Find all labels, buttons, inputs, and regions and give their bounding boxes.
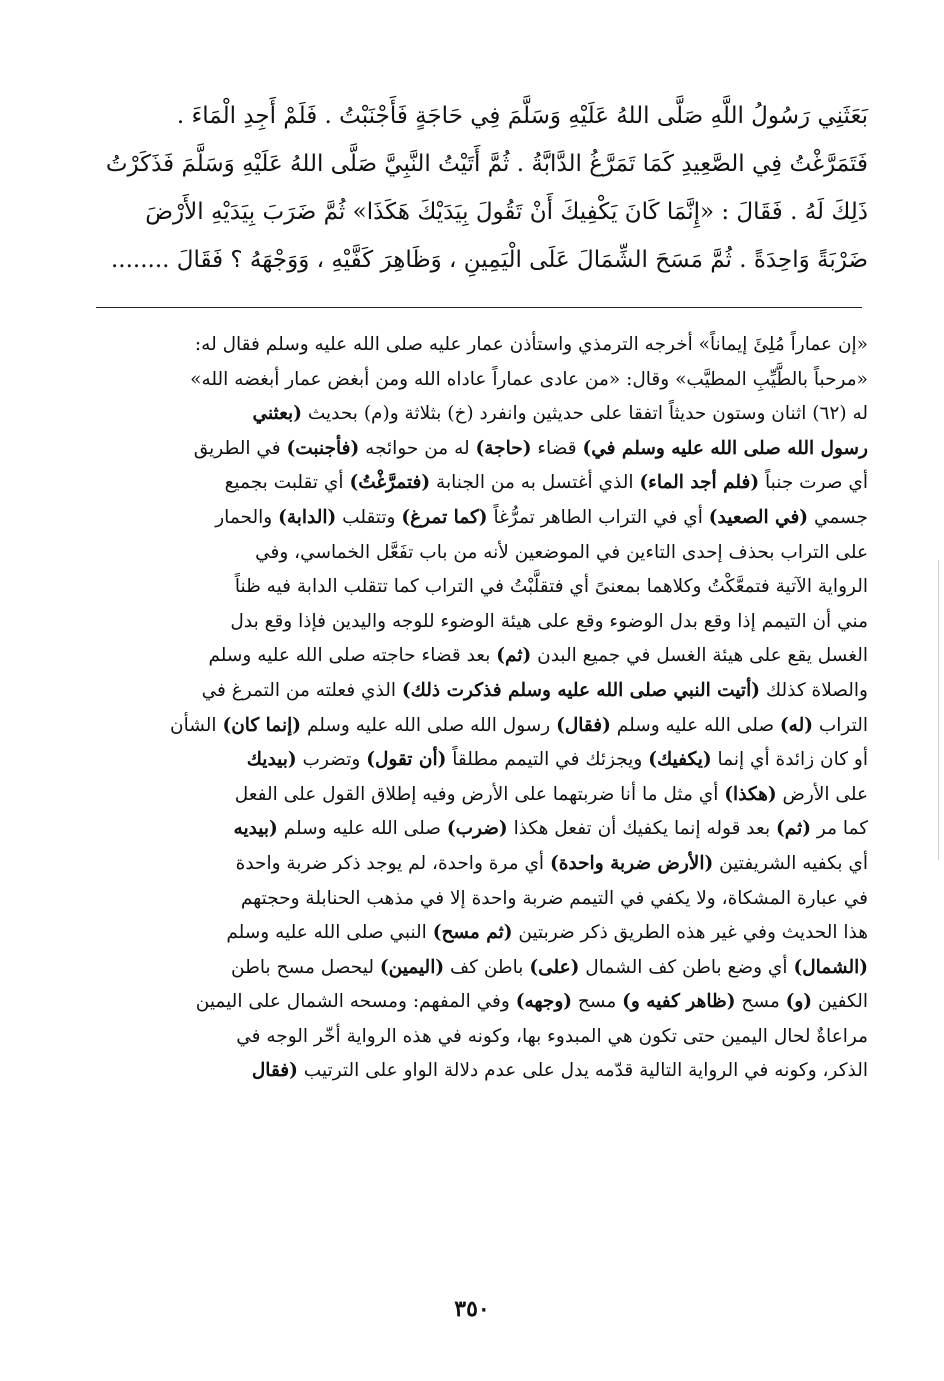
quoted-term: رسول الله صلى الله عليه وسلم في)	[582, 437, 868, 459]
quoted-term: (هكذا)	[724, 783, 777, 805]
commentary-line	[90, 743, 868, 778]
quoted-term: (فتمرَّغْتُ)	[349, 472, 431, 494]
commentary-segment: مسح	[577, 991, 617, 1013]
quoted-term: (في الصعيد)	[708, 506, 809, 528]
commentary-line	[90, 397, 868, 432]
hadith-line: ضَرْبَةً وَاحِدَةً . ثُمَّ مَسَحَ الشِّمَالَ عَلَى الْيَمِينِ ، وَظَاهِرَ كَفَّيْهِ ، وَوَجْهَهُ ؟ فَقَالَ ........	[110, 247, 868, 273]
commentary-segment: أي بكفيه الشريفتين	[719, 852, 868, 874]
commentary-line: مراعاةٌ لحال اليمين حتى تكون هي المبدوء بها، وكونه في هذه الرواية أخّر الوجه في	[236, 1025, 868, 1047]
commentary-segment: في الطريق	[193, 437, 281, 459]
commentary-segment: له من حوائجه	[365, 437, 470, 459]
quoted-term: (اليمين)	[379, 956, 445, 978]
commentary-segment: التراب	[818, 714, 868, 736]
commentary-segment: الذي أغتسل به من الجنابة	[436, 472, 634, 494]
commentary-line: في عبارة المشكاة، ولا يكفي في التيمم ضربة واحدة إلا في مذهب الحنابلة وحجتهم	[240, 887, 868, 909]
commentary-segment: الذي فعلته من التمرغ في	[201, 679, 397, 701]
commentary-line	[90, 951, 868, 986]
commentary-segment: وفي المفهم: ومسحه الشمال على اليمين	[195, 991, 510, 1013]
commentary-segment: على الأرض	[782, 783, 868, 805]
commentary-segment: أي صرت جنباً	[765, 472, 868, 494]
commentary-segment: كما مر	[816, 818, 868, 840]
commentary-line	[90, 778, 868, 813]
quoted-term: (فقال	[251, 1060, 298, 1082]
commentary-line: «إن عماراً مُلِئَ إيماناً» أخرجه الترمذي واستأذن عمار عليه صلى الله عليه وسلم فقال له:	[194, 334, 868, 355]
commentary-segment: ليحصل مسح باطن	[231, 956, 374, 978]
commentary-line	[90, 812, 868, 847]
quoted-term: (بيديه	[233, 818, 278, 840]
quoted-term: (ظاهر كفيه و)	[622, 991, 736, 1013]
quoted-term: (حاجة)	[475, 437, 532, 459]
commentary-line: «مرحباً بالطَّيِّبِ المطيَّب» وقال: «من عادى عماراً عاداه الله ومن أبغض عمار أبغضه الله»	[190, 368, 868, 390]
quoted-term: (ثم مسح)	[432, 922, 513, 944]
quoted-term: (يكفيك)	[648, 749, 712, 771]
commentary-segment: الغسل يقع على هيئة الغسل في جميع البدن	[537, 645, 868, 667]
commentary-line	[90, 709, 868, 744]
commentary-line: مني أن التيمم إذا وقع بدل الوضوء وقع على هيئة الوضوء للوجه واليدين فإذا وقع بدل	[230, 610, 868, 632]
commentary-segment: أي وضع باطن كف الشمال	[585, 956, 788, 978]
commentary-segment: بعد قوله إنما يكفيك أن تفعل هكذا	[513, 818, 771, 840]
quoted-term: (أن تقول)	[366, 749, 447, 771]
commentary-line	[90, 466, 868, 501]
quoted-term: (أتيت النبي صلى الله عليه وسلم فذكرت ذلك)	[401, 679, 760, 701]
hadith-line: ذَلِكَ لَهُ . فَقَالَ : «إِنَّمَا كَانَ يَكْفِيكَ أَنْ تَقُولَ بِيَدَيْكَ هَكَذَا» ثُمَّ ضَرَبَ بِيَدَيْهِ الأَرْضَ	[145, 199, 868, 225]
quoted-term: (و)	[785, 991, 813, 1013]
quoted-term: (كما تمرغ)	[401, 506, 488, 528]
commentary-line: الرواية الآتية فتمعَّكْتُ وكلاهما بمعنىً أي فتقلَّبْتُ في التراب كما تتقلب الدابة فيه ظناً	[234, 576, 868, 598]
commentary-segment: صلى الله عليه وسلم	[616, 714, 775, 736]
quoted-term: (ثم)	[776, 818, 811, 840]
commentary-segment: الشأن	[170, 714, 217, 736]
quoted-term: (بيديك	[246, 749, 297, 771]
quoted-term: (ضرب)	[446, 818, 508, 840]
commentary-segment: الكفين	[817, 991, 868, 1013]
quoted-term: (فلم أجد الماء)	[639, 472, 760, 494]
quoted-term: (على)	[529, 956, 580, 978]
quoted-term: (بعثني	[252, 403, 302, 425]
commentary-line: على التراب بحذف إحدى التاءين في الموضعين لأنه من باب تفَعَّل الخماسي، وفي	[255, 541, 868, 563]
hadith-text	[90, 92, 868, 284]
commentary-segment: جسمي	[813, 506, 868, 528]
quoted-term: (فأجنبت)	[286, 437, 360, 459]
commentary-line	[90, 985, 868, 1020]
commentary-segment: أي تقلبت بجميع	[224, 472, 344, 494]
hadith-line: بَعَثَنِي رَسُولُ اللَّهِ صَلَّى اللهُ عَلَيْهِ وَسَلَّمَ فِي حَاجَةٍ فَأَجْنَبْتُ . فَلَمْ أَجِدِ الْمَاءَ .	[176, 103, 868, 129]
commentary-segment: أي في التراب الطاهر تمرُّغاً	[493, 506, 703, 528]
commentary-line	[90, 847, 868, 882]
commentary-segment: أو كان زائدة أي إنما	[717, 749, 868, 771]
page-number: ٣٥٠	[454, 1296, 490, 1322]
quoted-term: (ثم)	[496, 645, 532, 667]
commentary-segment: هذا الحديث وفي غير هذه الطريق ذكر ضربتين	[518, 922, 868, 944]
commentary-segment: باطن كف	[449, 956, 524, 978]
commentary-text	[90, 328, 868, 1089]
commentary-line	[90, 501, 868, 536]
quoted-term: (فقال)	[556, 714, 611, 736]
quoted-term: (له)	[779, 714, 813, 736]
commentary-line	[90, 432, 868, 467]
commentary-segment: وتتقلب	[342, 506, 396, 528]
commentary-segment: أي مرة واحدة، لم يوجد ذكر ضربة واحدة	[235, 852, 545, 874]
commentary-segment: بعد قضاء حاجته صلى الله عليه وسلم	[208, 645, 491, 667]
section-divider	[96, 307, 862, 308]
commentary-segment: الذكر، وكونه في الرواية التالية قدّمه يدل على عدم دلالة الواو على الترتيب	[303, 1060, 868, 1082]
commentary-segment: قضاء	[537, 437, 577, 459]
commentary-segment: ويجزئك في التيمم مطلقاً	[452, 749, 643, 771]
quoted-term: (الدابة)	[278, 506, 337, 528]
quoted-term: (إنما كان)	[222, 714, 302, 736]
commentary-segment: صلى الله عليه وسلم	[283, 818, 441, 840]
commentary-line	[90, 916, 868, 951]
quoted-term: (الأرض ضربة واحدة)	[549, 852, 714, 874]
commentary-segment: أي مثل ما أنا ضربتهما على الأرض وفيه إطلاق القول على الفعل	[234, 783, 719, 805]
commentary-segment: النبي صلى الله عليه وسلم	[226, 922, 427, 944]
commentary-segment: والصلاة كذلك	[765, 679, 868, 701]
commentary-segment: وتضرب	[302, 749, 361, 771]
commentary-segment: له (٦٢) اثنان وستون حديثاً اتفقا على حديثين وانفرد (خ) بثلاثة و(م) بحديث	[307, 403, 868, 425]
commentary-line	[90, 674, 868, 709]
quoted-term: (الشمال)	[793, 956, 868, 978]
quoted-term: (وجهه)	[515, 991, 573, 1013]
commentary-line	[90, 1054, 868, 1089]
commentary-segment: رسول الله صلى الله عليه وسلم	[306, 714, 551, 736]
commentary-segment: مسح	[741, 991, 780, 1013]
commentary-line	[90, 639, 868, 674]
page-edge-shadow	[938, 560, 939, 860]
commentary-segment: والحمار	[215, 506, 273, 528]
hadith-line: فَتَمَرَّغْتُ فِي الصَّعِيدِ كَمَا تَمَرَّغُ الدَّابَّةُ . ثُمَّ أَتَيْتُ النَّبِيَّ صَلَّى اللهُ عَلَيْهِ وَسَلَّمَ فَذَكَرْتُ	[105, 151, 868, 177]
